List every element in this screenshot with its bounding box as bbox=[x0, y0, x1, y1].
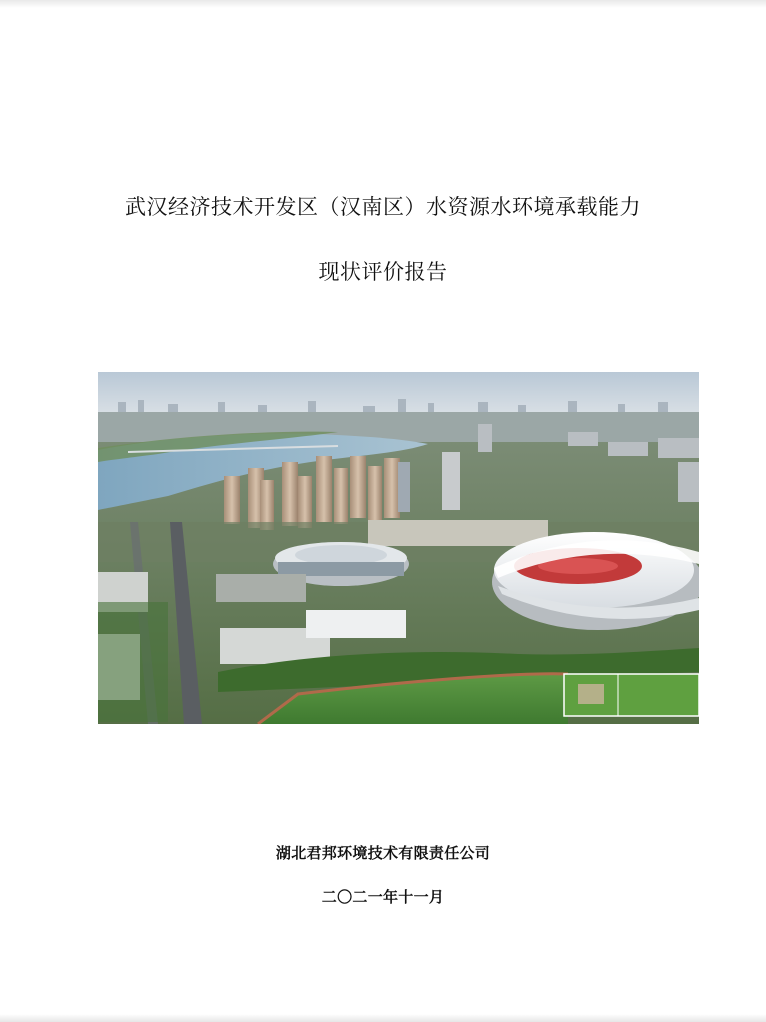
report-date: 二〇二一年十一月 bbox=[321, 888, 445, 906]
page-bottom-edge bbox=[0, 1014, 766, 1022]
page-top-edge bbox=[0, 0, 766, 8]
plaza bbox=[368, 520, 548, 546]
aerial-photo-illustration bbox=[98, 372, 699, 724]
left-trees bbox=[98, 602, 168, 722]
report-title-line-1: 武汉经济技术开发区（汉南区）水资源水环境承载能力 bbox=[125, 195, 641, 219]
cover-aerial-photo bbox=[98, 372, 699, 724]
stadium bbox=[492, 532, 699, 630]
report-title-line-2: 现状评价报告 bbox=[318, 260, 448, 284]
pitch-patch bbox=[578, 684, 604, 704]
company-name: 湖北君邦环境技术有限责任公司 bbox=[275, 844, 491, 862]
